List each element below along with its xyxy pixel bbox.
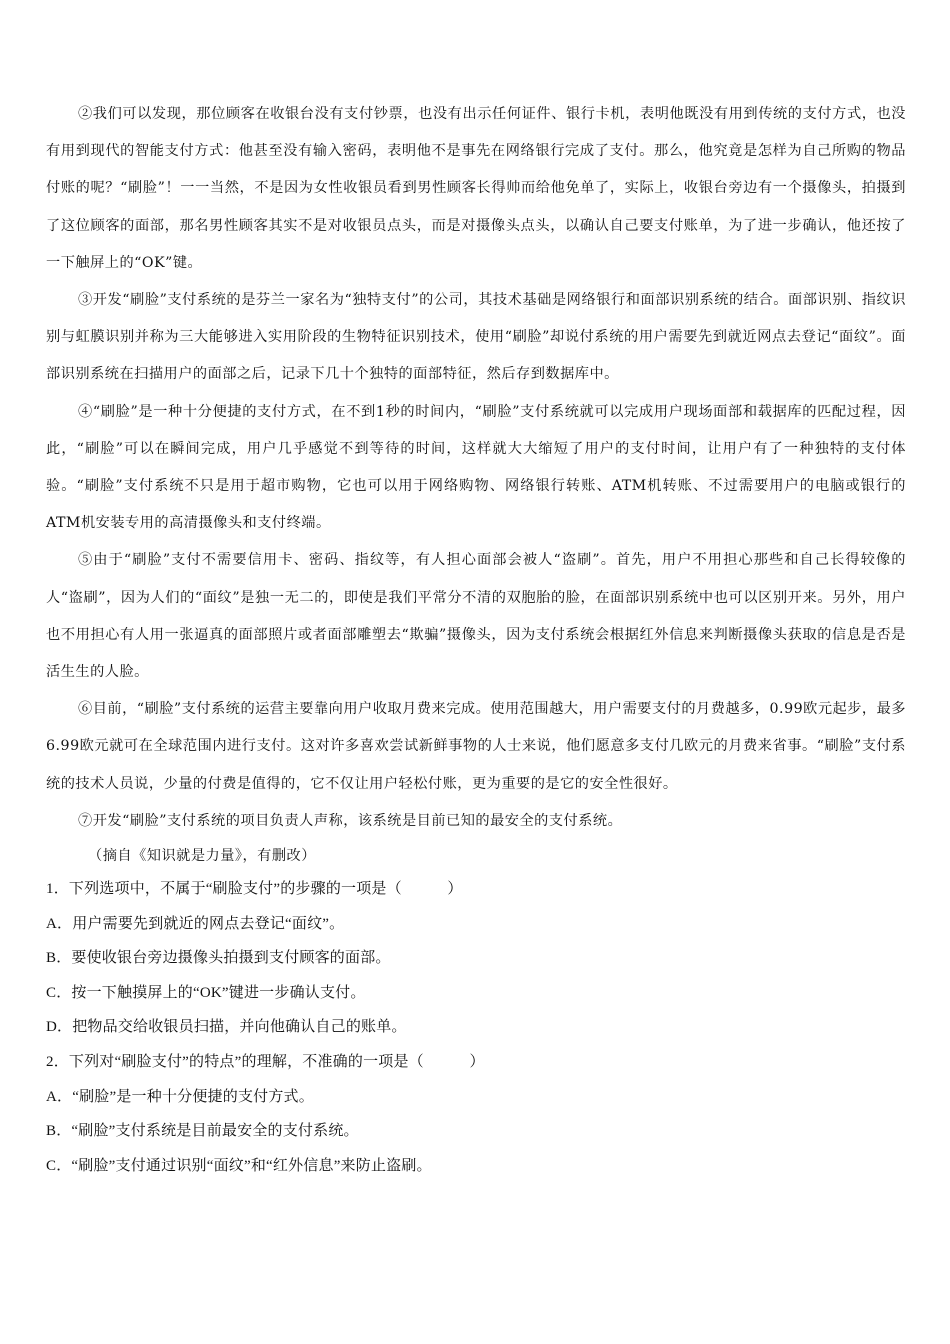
passage-source: （摘自《知识就是力量》，有删改） — [88, 848, 316, 865]
option-c: C．按一下触摸屏上的“OK”键进一步确认支付。 — [46, 984, 366, 1001]
document-page — [46, 96, 906, 1183]
option-c: C．“刷脸”支付通过识别“面纹”和“红外信息”来防止盗刷。 — [46, 1157, 432, 1174]
reading-passage — [46, 96, 906, 872]
option-b: B．要使收银台旁边摄像头拍摄到支付顾客的面部。 — [46, 950, 391, 967]
passage-paragraph-6: ⑥目前，“刷脸”支付系统的运营主要靠向用户收取月费来完成。使用范围越大，用户需要支付的月费越多，0.99欧元起步，最多6.99欧元就可在全球范围内进行支付。这对许多喜欢尝试新鲜事物的人士来说，他们愿意多支付几欧元的月费来省事。“刷脸”支付系统的技术人员说，少量的付费是值得的，它不仅让用户轻松付账，更为重要的是它的安全性很好。 — [46, 701, 906, 792]
question-stem: 2．下列对“刷脸支付”的特点”的理解，不准确的一项是（ ） — [46, 1054, 485, 1071]
question-2 — [46, 1045, 906, 1183]
option-d: D．把物品交给收银员扫描，并向他确认自己的账单。 — [46, 1019, 407, 1036]
passage-paragraph-7: ⑦开发“刷脸”支付系统的项目负责人声称，该系统是目前已知的最安全的支付系统。 — [78, 812, 623, 829]
option-a: A．用户需要先到就近的网点去登记“面纹”。 — [46, 915, 345, 932]
passage-paragraph-5: ⑤由于“刷脸”支付不需要信用卡、密码、指纹等，有人担心面部会被人“盗刷”。首先，用户不用担心那些和自己长得较像的人“盗刷”，因为人们的“面纹”是独一无二的，即使是我们平常分不清的双胞胎的脸，在面部识别系统中也可以区别开来。另外，用户也不用担心有人用一张逼真的面部照片或者面部雕塑去“欺骗”摄像头，因为支付系统会根据红外信息来判断摄像头获取的信息是否是活生生的人脸。 — [46, 552, 906, 681]
question-1 — [46, 872, 906, 1045]
option-b: B．“刷脸”支付系统是目前最安全的支付系统。 — [46, 1123, 359, 1140]
passage-paragraph-2: ②我们可以发现，那位顾客在收银台没有支付钞票，也没有出示任何证件、银行卡机，表明他既没有用到传统的支付方式，也没有用到现代的智能支付方式：他甚至没有输入密码，表明他不是事先在网络银行完成了支付。那么，他究竟是怎样为自己所购的物品付账的呢？“刷脸”！一一当然，不是因为女性收银员看到男性顾客长得帅而给他免单了，实际上，收银台旁边有一个摄像头，拍摄到了这位顾客的面部，那名男性顾客其实不是对收银员点头，而是对摄像头点头，以确认自己要支付账单，为了进一步确认，他还按了一下触屏上的“OK”键。 — [46, 106, 906, 271]
option-a: A．“刷脸”是一种十分便捷的支付方式。 — [46, 1088, 314, 1105]
passage-paragraph-3: ③开发“刷脸”支付系统的是芬兰一家名为“独特支付”的公司，其技术基础是网络银行和面部识别系统的结合。面部识别、指纹识别与虹膜识别并称为三大能够进入实用阶段的生物特征识别技术，使用“刷脸”却说付系统的用户需要先到就近网点去登记“面纹”。面部识别系统在扫描用户的面部之后，记录下几十个独特的面部特征，然后存到数据库中。 — [46, 292, 906, 383]
passage-paragraph-4: ④“刷脸”是一种十分便捷的支付方式，在不到1秒的时间内，“刷脸”支付系统就可以完成用户现场面部和载据库的匹配过程，因此，“刷脸”可以在瞬间完成，用户几乎感觉不到等待的时间，这样就大大缩短了用户的支付时间，让用户有了一种独特的支付体验。“刷脸”支付系统不只是用于超市购物，它也可以用于网络购物、网络银行转账、ATM机转账、不过需要用户的电脑或银行的ATM机安装专用的高清摄像头和支付终端。 — [46, 403, 906, 532]
question-stem: 1．下列选项中，不属于“刷脸支付”的步骤的一项是（ ） — [46, 881, 463, 898]
